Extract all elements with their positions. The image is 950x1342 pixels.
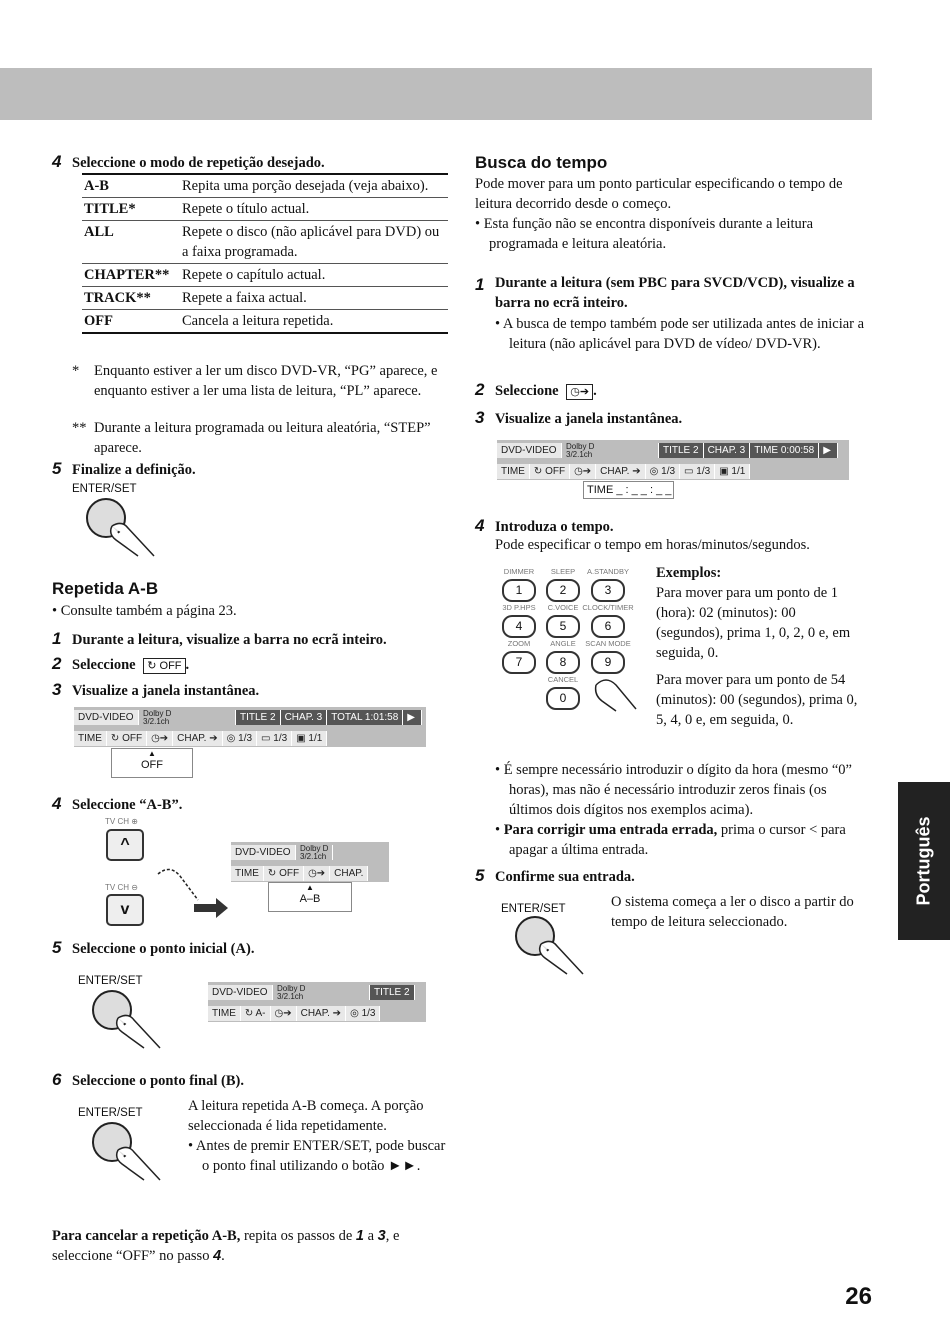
examples: Exemplos: Para mover para um ponto de 1 (hora): 02 (minutos): 00 (segundos), prima 1, 0, 2, 0 e, em seguida, 0. Para mover para um ponto de 54 (minutos): 00 (segundos), prima 0, 5, 4, 0 e, em seguida, 0.	[656, 565, 858, 728]
clock-arrow-icon: ◷➔	[304, 866, 330, 881]
time-notes: • É sempre necessário introduzir o dígito da hora (mesmo “0” horas), mas não é necessário introduzir zeros finais (os últimos dois dígitos nos exemplos acima). • Para corrigir uma entrada errada, prima o cursor < para apagar a última entrada.	[495, 762, 852, 858]
time-search-icon: ◷➔	[566, 384, 593, 400]
section-heading-time-search: Busca do tempo	[475, 153, 608, 172]
time-step-1: 1 Durante a leitura (sem PBC para SVCD/VCD), visualize a barra no ecrã inteiro.	[475, 275, 855, 311]
enter-set-label: ENTER/SET	[72, 483, 137, 495]
key-9[interactable]: 9	[591, 651, 625, 674]
finger-arrow-icon	[150, 860, 230, 920]
key-8[interactable]: 8	[546, 651, 580, 674]
footnote-2: ** Durante a leitura programada ou leitura aleatória, “STEP” aparece.	[72, 420, 431, 456]
repeat-icon: ↻ OFF	[530, 464, 570, 479]
time-step-4-desc: Pode especificar o tempo em horas/minutos/segundos.	[495, 537, 810, 553]
page-number: 26	[845, 1283, 872, 1310]
angle-icon: ▣ 1/1	[715, 464, 750, 479]
clock-arrow-icon: ◷➔	[271, 1006, 297, 1021]
table-row: ALL Repete o disco (não aplicável para DVD) ou a faixa programada.	[82, 221, 448, 264]
time-step-5-desc: O sistema começa a ler o disco a partir do tempo de leitura seleccionado.	[611, 894, 854, 930]
enter-set-label: ENTER/SET	[501, 903, 566, 915]
tv-ch-down-label: TV CH ⊖	[105, 883, 138, 892]
angle-icon: ▣ 1/1	[292, 731, 327, 746]
ab-step-5: 5 Seleccione o ponto inicial (A).	[52, 938, 255, 957]
audio-icon: ◎ 1/3	[223, 731, 257, 746]
on-screen-bar-1: DVD-VIDEO Dolby D 3/2.1ch TITLE 2 CHAP. 3 TOTAL 1:01:58 ▶ TIME ↻ OFF ◷➔ CHAP. ➔ ◎ 1/3 ▭ 1/3 ▣ 1/1	[74, 707, 426, 747]
play-icon: ▶	[819, 443, 838, 458]
enter-set-label: ENTER/SET	[78, 975, 143, 987]
time-step-2: 2 Seleccione ◷➔ .	[475, 380, 597, 399]
repeat-popup-1: ▲ OFF	[111, 748, 193, 778]
time-step-1-note: • A busca de tempo também pode ser utilizada antes de iniciar a leitura (não aplicável para DVD de vídeo/ DVD-VR).	[495, 316, 865, 352]
number-keypad: DIMMER SLEEP A.STANDBY 1 2 3 3D P.HPS C.VOICE CLOCK/TIMER 4 5 6 ZOOM ANGLE SCAN MODE 7 8 9 CANCEL 0	[490, 565, 650, 715]
ab-step-1: 1 Durante a leitura, visualize a barra no ecrã inteiro.	[52, 629, 387, 648]
key-6[interactable]: 6	[591, 615, 625, 638]
ab-step-2: 2 Seleccione ↻ OFF .	[52, 654, 190, 673]
cursor-up-button[interactable]: ^	[106, 829, 144, 861]
ab-step-6-desc: A leitura repetida A-B começa. A porção seleccionada é lida repetidamente. • Antes de premir ENTER/SET, pode buscar o ponto final utilizando o botão ►►.	[188, 1098, 446, 1174]
cancel-instruction: Para cancelar a repetição A-B, repita os passos de 1 a 3, e seleccione “OFF” no passo 4.	[52, 1228, 400, 1264]
enter-set-button-icon	[82, 496, 162, 558]
on-screen-bar-3: DVD-VIDEO Dolby D 3/2.1ch TITLE 2 TIME ↻ A- ◷➔ CHAP. ➔ ◎ 1/3	[208, 982, 426, 1022]
time-entry-popup: TIME _ : _ _ : _ _	[583, 481, 674, 499]
subtitle-icon: ▭ 1/3	[680, 464, 715, 479]
on-screen-bar-2: DVD-VIDEO Dolby D 3/2.1ch TIME ↻ OFF ◷➔ CHAP.	[231, 842, 389, 882]
play-icon: ▶	[403, 710, 422, 725]
subtitle-icon: ▭ 1/3	[257, 731, 292, 746]
repeat-icon: ↻ OFF	[264, 866, 304, 881]
table-row: CHAPTER** Repete o capítulo actual.	[82, 264, 448, 287]
key-3[interactable]: 3	[591, 579, 625, 602]
key-0[interactable]: 0	[546, 687, 580, 710]
finger-icon	[590, 669, 640, 713]
table-row: A-B Repita uma porção desejada (veja abaixo).	[82, 174, 448, 198]
tv-ch-up-label: TV CH ⊕	[105, 817, 138, 826]
chapter-mode-icon: CHAP. ➔	[173, 731, 222, 746]
enter-set-button-icon	[511, 914, 591, 976]
time-step-5: 5 Confirme sua entrada.	[475, 866, 635, 885]
table-row: TRACK** Repete a faixa actual.	[82, 287, 448, 310]
ab-step-3: 3 Visualize a janela instantânea.	[52, 680, 260, 699]
on-screen-bar-time: DVD-VIDEO Dolby D 3/2.1ch TITLE 2 CHAP. 3 TIME 0:00:58 ▶ TIME ↻ OFF ◷➔ CHAP. ➔ ◎ 1/3 ▭ 1/3 ▣ 1/1	[497, 440, 849, 480]
ab-reference: • Consulte também a página 23.	[52, 603, 237, 619]
repeat-mode-table	[82, 173, 448, 334]
enter-set-button-icon	[88, 1120, 168, 1182]
language-tab: Português	[898, 782, 950, 940]
time-step-4: 4 Introduza o tempo.	[475, 516, 614, 535]
key-4[interactable]: 4	[502, 615, 536, 638]
key-1[interactable]: 1	[502, 579, 536, 602]
time-search-intro: Pode mover para um ponto particular especificando o tempo de leitura decorrido desde o começo. • Esta função não se encontra disponíveis durante a leitura programada e leitura aleatória.	[475, 176, 843, 252]
footnote-1: * Enquanto estiver a ler um disco DVD-VR, “PG” aparece, e enquanto estiver a ler uma lista de leitura, “PL” aparece.	[72, 363, 438, 399]
step-5-finalize: 5 Finalize a definição.	[52, 459, 196, 478]
repeat-icon: ↻ A-	[241, 1006, 271, 1021]
clock-arrow-icon: ◷➔	[570, 464, 596, 479]
key-2[interactable]: 2	[546, 579, 580, 602]
table-row: OFF Cancela a leitura repetida.	[82, 310, 448, 334]
step-4-select-repeat: 4 Seleccione o modo de repetição desejado.	[52, 152, 325, 171]
enter-set-button-icon	[88, 988, 168, 1050]
key-7[interactable]: 7	[502, 651, 536, 674]
repeat-popup-2: ▲ A–B	[268, 882, 352, 912]
clock-arrow-icon: ◷➔	[147, 731, 173, 746]
cursor-down-button[interactable]: v	[106, 894, 144, 926]
key-5[interactable]: 5	[546, 615, 580, 638]
enter-set-label: ENTER/SET	[78, 1107, 143, 1119]
time-step-3: 3 Visualize a janela instantânea.	[475, 408, 683, 427]
header-bar	[0, 68, 872, 120]
section-heading-repeat-ab: Repetida A-B	[52, 579, 159, 598]
repeat-icon: ↻ OFF	[107, 731, 147, 746]
table-row: TITLE* Repete o título actual.	[82, 198, 448, 221]
audio-icon: ◎ 1/3	[646, 464, 680, 479]
ab-step-6: 6 Seleccione o ponto final (B).	[52, 1070, 244, 1089]
repeat-off-icon: ↻ OFF	[143, 658, 185, 674]
ab-step-4: 4 Seleccione “A-B”.	[52, 794, 183, 813]
audio-icon: ◎ 1/3	[346, 1006, 380, 1021]
